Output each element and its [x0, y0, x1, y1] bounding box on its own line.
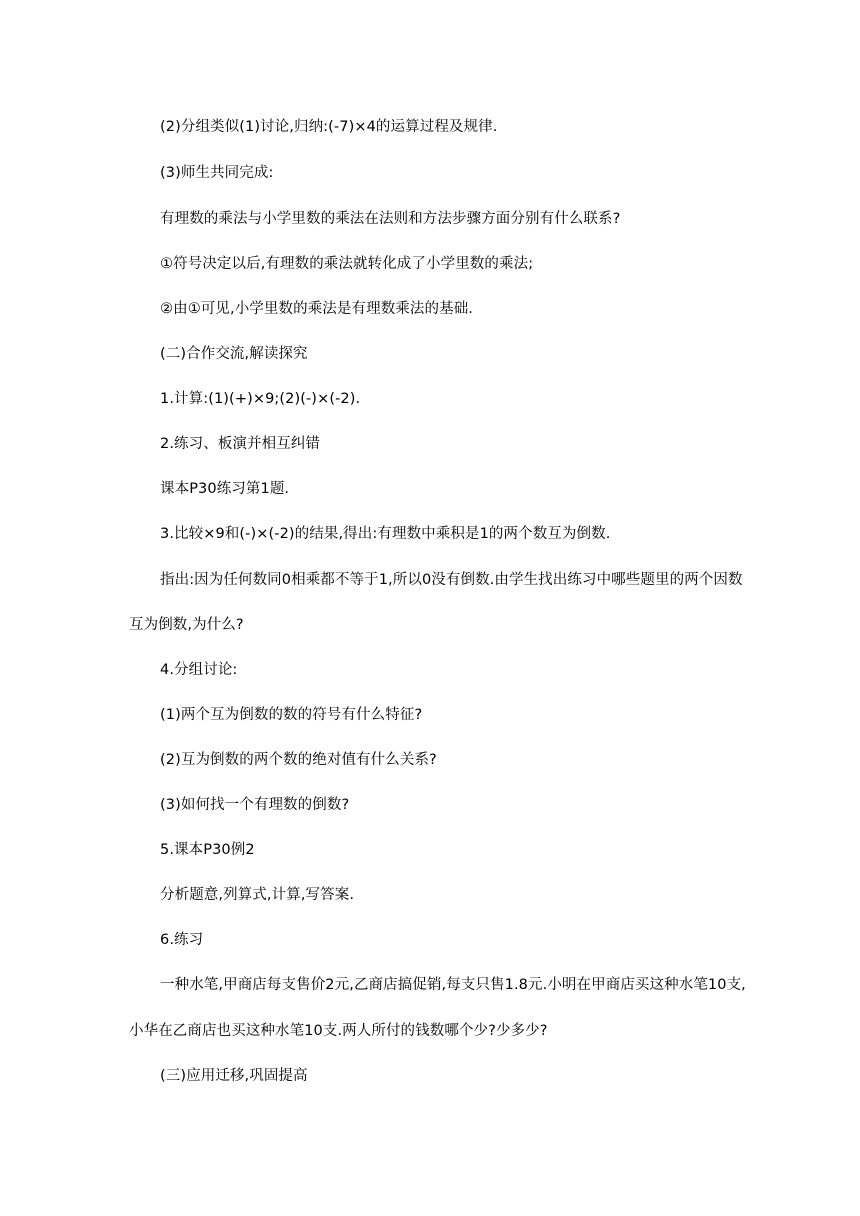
paragraph-line: 3.比较×9和(-)×(-2)的结果,得出:有理数中乘积是1的两个数互为倒数. [160, 526, 611, 542]
paragraph-line: 2.练习、板演并相互纠错 [160, 436, 321, 452]
paragraph-line: 5.课本P30例2 [160, 842, 255, 858]
paragraph-line: 有理数的乘法与小学里数的乘法在法则和方法步骤方面分别有什么联系? [160, 211, 621, 227]
paragraph-line: 指出:因为任何数同0相乘都不等于1,所以0没有倒数.由学生找出练习中哪些题里的两个因数 [160, 572, 743, 588]
paragraph-line: 分析题意,列算式,计算,写答案. [160, 887, 355, 903]
paragraph-line: ②由①可见,小学里数的乘法是有理数乘法的基础. [160, 301, 474, 317]
paragraph-line: (3)如何找一个有理数的倒数? [160, 797, 350, 813]
section-heading: (三)应用迁移,巩固提高 [160, 1068, 308, 1084]
paragraph-line: (2)互为倒数的两个数的绝对值有什么关系? [160, 752, 437, 768]
paragraph-line: 4.分组讨论: [160, 662, 238, 678]
section-heading: (二)合作交流,解读探究 [160, 346, 308, 362]
paragraph-line: 小华在乙商店也买这种水笔10支.两人所付的钱数哪个少?少多少? [129, 1023, 548, 1039]
paragraph-line: 1.计算:(1)(+)×9;(2)(-)×(-2). [160, 391, 361, 407]
paragraph-line: 6.练习 [160, 932, 204, 948]
paragraph-line: (3)师生共同完成: [160, 165, 274, 181]
paragraph-line: 互为倒数,为什么? [129, 617, 244, 633]
paragraph-line: (2)分组类似(1)讨论,归纳:(-7)×4的运算过程及规律. [160, 119, 498, 135]
paragraph-line: (1)两个互为倒数的数的符号有什么特征? [160, 707, 423, 723]
paragraph-line: 一种水笔,甲商店每支售价2元,乙商店搞促销,每支只售1.8元.小明在甲商店买这种水笔10支, [160, 977, 746, 993]
paragraph-line: ①符号决定以后,有理数的乘法就转化成了小学里数的乘法; [160, 256, 534, 272]
paragraph-line: 课本P30练习第1题. [160, 481, 290, 497]
